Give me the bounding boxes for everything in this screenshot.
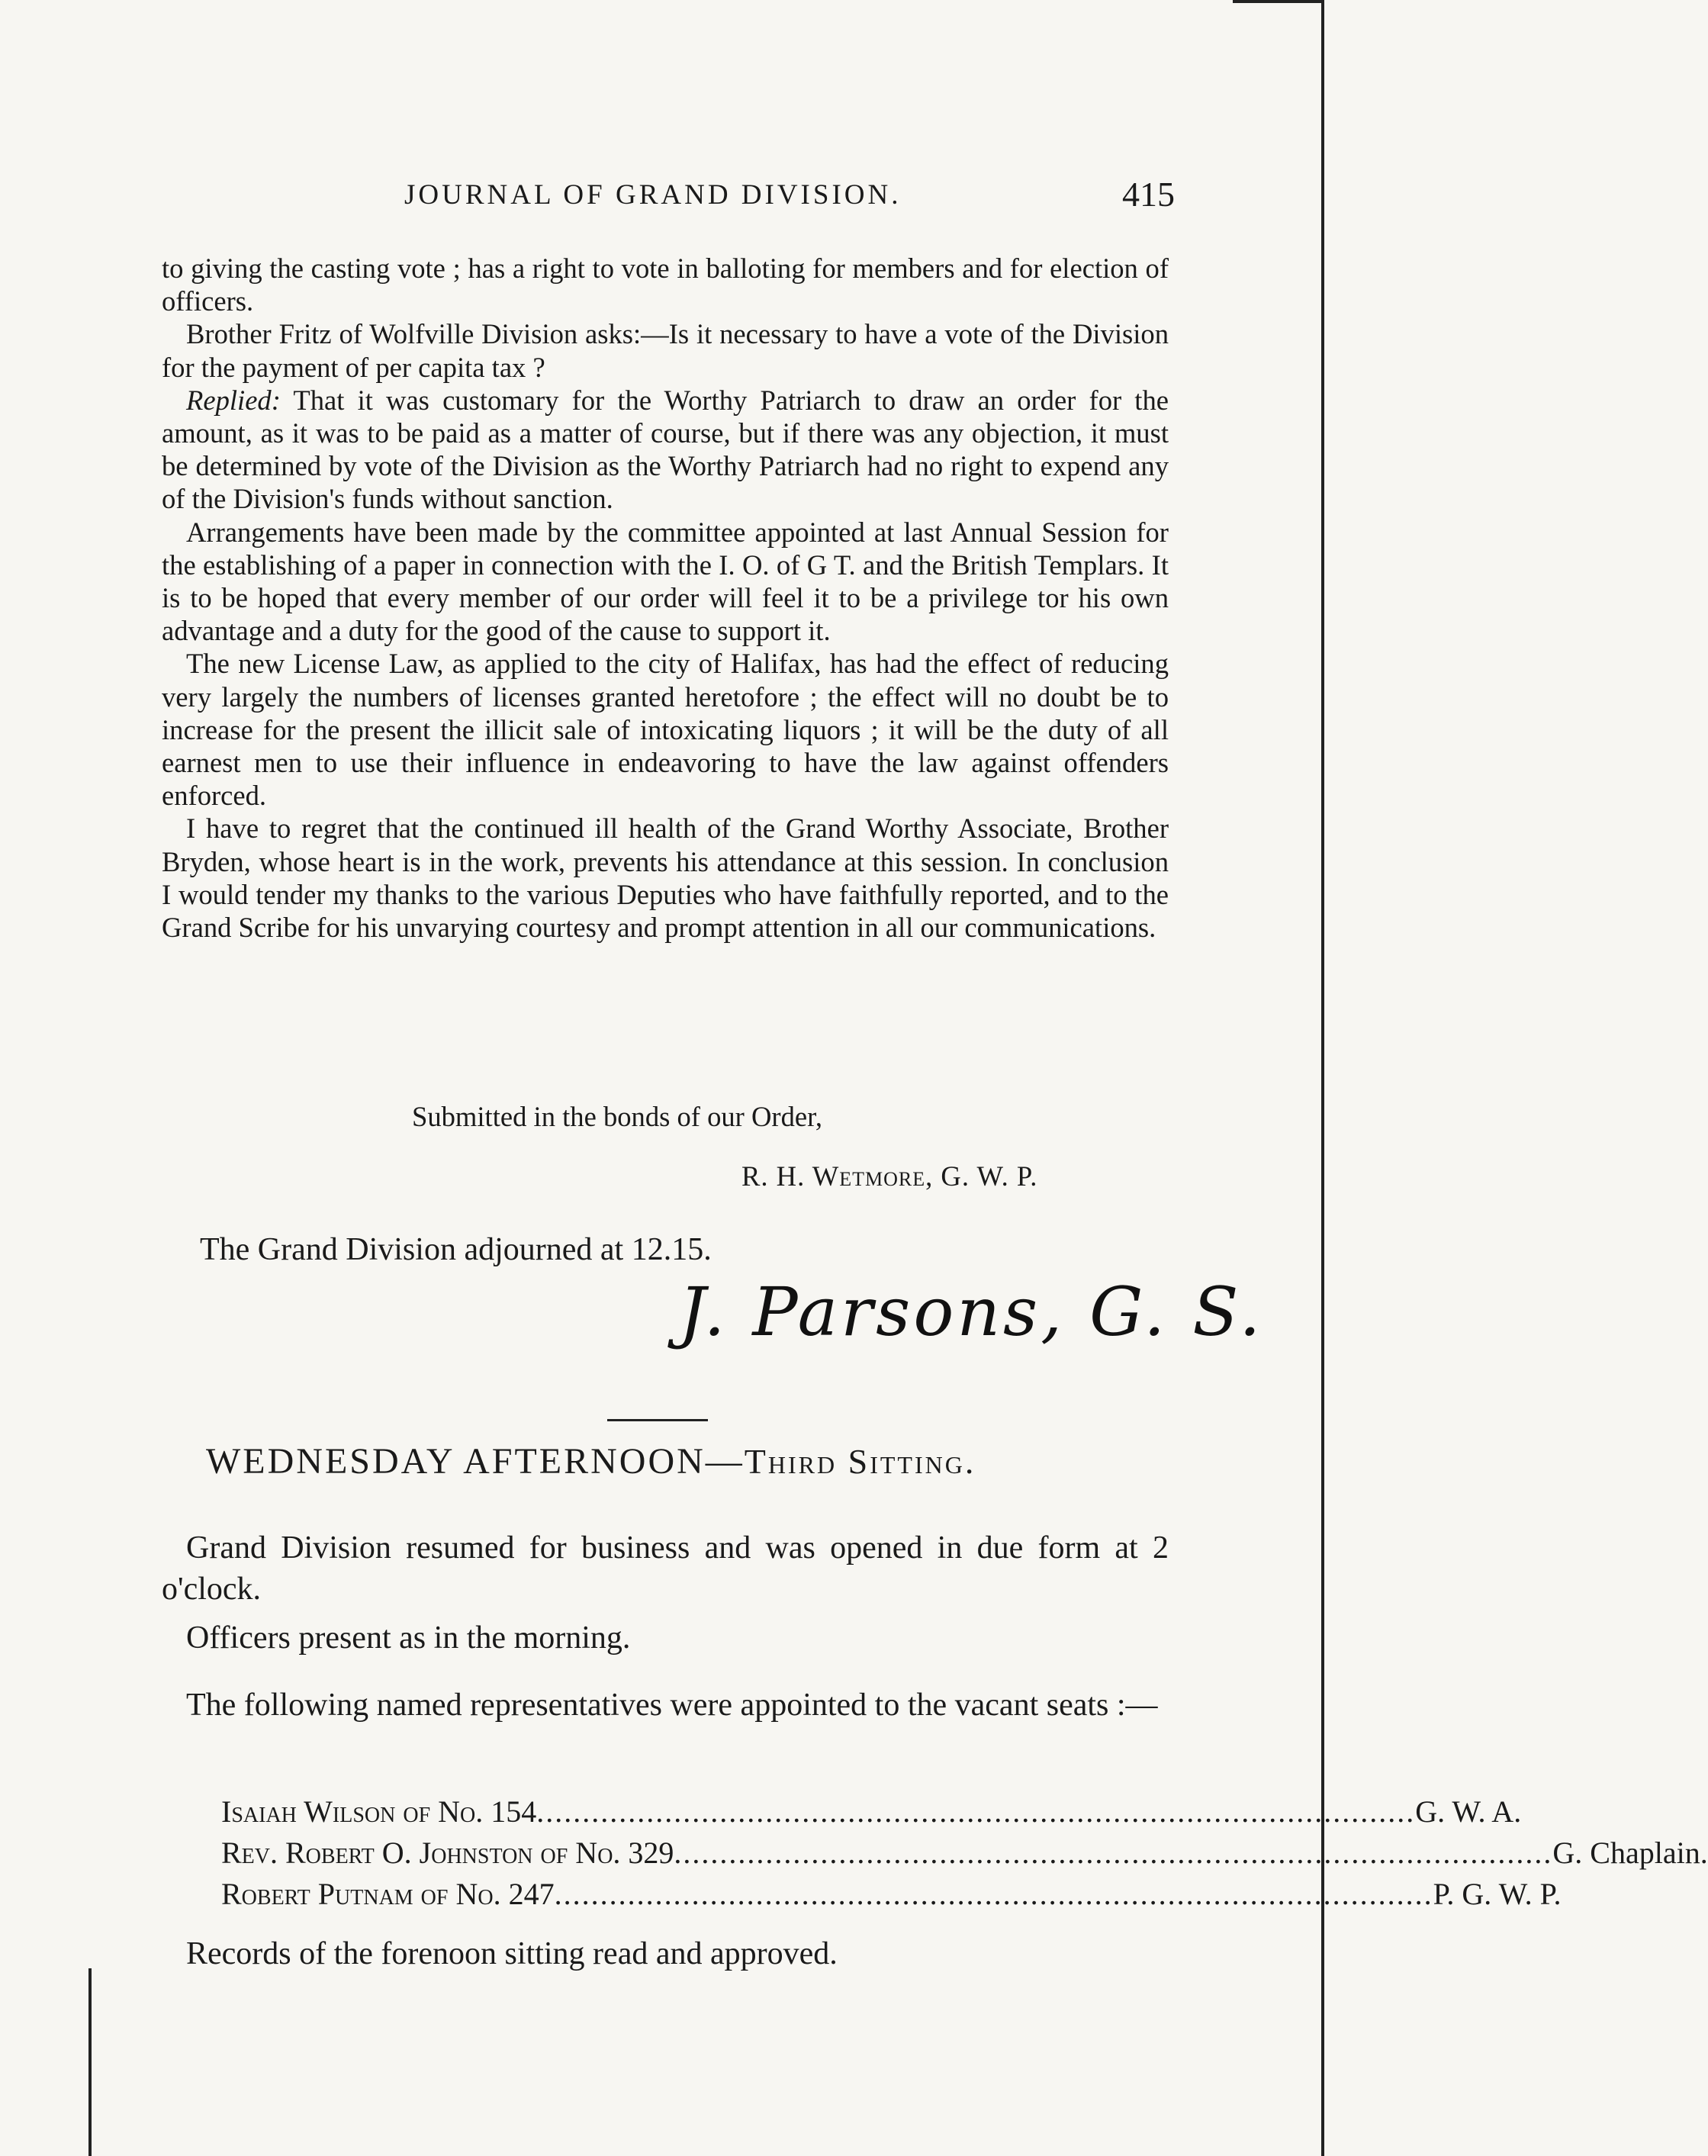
rep-office: G. W. A. bbox=[1415, 1794, 1522, 1829]
page-edge-top bbox=[1233, 0, 1324, 3]
rep-name: Rev. Robert O. Johnston of No. 329 bbox=[221, 1836, 674, 1870]
page-header bbox=[153, 174, 1175, 220]
leader-dots: ................................................................................................ bbox=[674, 1836, 1553, 1870]
section-divider bbox=[607, 1419, 708, 1421]
paragraph: Brother Fritz of Wolfville Division asks:—Is it necessary to have a vote of the Division for the payment of per capita tax ? bbox=[162, 318, 1169, 383]
section-heading bbox=[206, 1440, 976, 1482]
paragraph: Officers present as in the morning. bbox=[186, 1620, 631, 1656]
list-item bbox=[221, 1791, 1522, 1833]
adjournment-line: The Grand Division adjourned at 12.15. bbox=[200, 1232, 712, 1267]
paragraph: to giving the casting vote ; has a right to vote in balloting for members and for election of officers. bbox=[162, 253, 1169, 317]
closing-line: Submitted in the bonds of our Order, bbox=[412, 1101, 822, 1132]
rep-office: P. G. W. P. bbox=[1433, 1877, 1562, 1911]
replied-label: Replied: bbox=[186, 384, 281, 416]
representatives-list bbox=[221, 1791, 1708, 1915]
paragraph bbox=[162, 384, 1169, 516]
signed-name: R. H. Wetmore, G. W. P. bbox=[741, 1160, 1038, 1192]
rep-name: Robert Putnam of No. 247 bbox=[221, 1877, 555, 1911]
leader-dots: ................................................................................................ bbox=[554, 1877, 1433, 1911]
page-edge-left bbox=[88, 1968, 92, 2156]
leader-dots: ................................................................................................ bbox=[536, 1794, 1416, 1829]
report-body bbox=[162, 252, 1169, 944]
paragraph: The following named representatives were appointed to the vacant seats :— bbox=[186, 1688, 1158, 1723]
running-title: JOURNAL OF GRAND DIVISION. bbox=[404, 179, 902, 211]
list-item bbox=[221, 1874, 1562, 1915]
list-item bbox=[221, 1833, 1708, 1874]
paragraph: Arrangements have been made by the committee appointed at last Annual Session for the establishing of a paper in connection with the I. O. of G T. and the British Templars. It is to be hoped that every member of our order will feel it to be a privilege tor his own advantage and a duty for the good of the cause to support it. bbox=[162, 516, 1169, 647]
section-heading-main: WEDNESDAY AFTERNOON— bbox=[206, 1441, 745, 1482]
secretary-signature: J. Parsons, G. S. bbox=[679, 1273, 1264, 1351]
rep-office: G. Chaplain. bbox=[1552, 1836, 1708, 1870]
paragraph: Grand Division resumed for business and was opened in due form at 2 o'clock. bbox=[162, 1530, 1169, 1607]
replied-text: That it was customary for the Worthy Patriarch to draw an order for the amount, as it was to be paid as a matter of course, but if there was any objection, it must be determined by vote of the Division as the Worthy Patriarch had no right to expend any of the Division's funds without sanction. bbox=[162, 384, 1169, 515]
paragraph: I have to regret that the continued ill health of the Grand Worthy Associate, Brother Bryden, whose heart is in the work, prevents his attendance at this session. In conclusion I would tender my thanks to the various Deputies who have faithfully reported, and to the Grand Scribe for his unvarying courtesy and prompt attention in all our communications. bbox=[162, 813, 1169, 944]
section-heading-sub: Third Sitting. bbox=[744, 1442, 976, 1481]
rep-name: Isaiah Wilson of No. 154 bbox=[221, 1794, 537, 1829]
paragraph: The new License Law, as applied to the city of Halifax, has had the effect of reducing very largely the numbers of licenses granted heretofore ; the effect will no doubt be to increase for the present the illicit sale of intoxicating liquors ; it will be the duty of all earnest men to use their influence in endeavoring to have the law against offenders enforced. bbox=[162, 648, 1169, 812]
afternoon-body bbox=[162, 1527, 1169, 1726]
final-line: Records of the forenoon sitting read and approved. bbox=[186, 1936, 838, 1971]
page-number: 415 bbox=[1122, 175, 1175, 214]
